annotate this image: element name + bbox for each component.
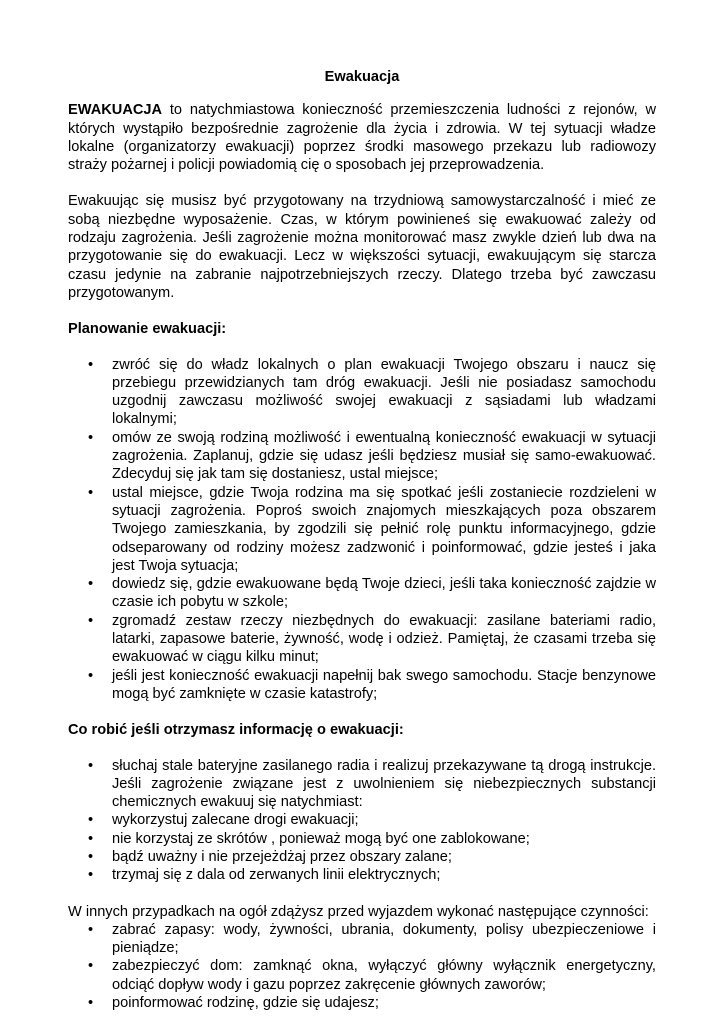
- intro-lead-term: EWAKUACJA: [68, 102, 163, 119]
- other-cases-paragraph: W innych przypadkach na ogół zdążysz przed wyjazdem wykonać następujące czynności:: [68, 903, 649, 920]
- planning-list: [68, 356, 656, 704]
- list-item: • zwróć się do władz lokalnych o plan ewakuacji Twojego obszaru i naucz się przebiegu przewidzianych tam dróg ewakuacji. Jeśli nie posiadasz samochodu uzgodnij zawczasu możliwość swojej ewakuacji z sąsiadami lub władzami lokalnymi;: [68, 356, 656, 429]
- list-item: • nie korzystaj ze skrótów , ponieważ mogą być one zablokowane;: [68, 830, 656, 848]
- list-item: • trzymaj się z dala od zerwanych linii elektrycznych;: [68, 866, 656, 884]
- list-item: • zabrać zapasy: wody, żywności, ubrania, dokumenty, polisy ubezpieczeniowe i pieniądze;: [68, 921, 656, 958]
- evacuation-info-list: [68, 757, 656, 885]
- list-item: • ustal miejsce, gdzie Twoja rodzina ma się spotkać jeśli zostaniecie rozdzieleni w sytuacji zagrożenia. Poproś swoich znajomych mieszkających poza obszarem Twojego zamieszkania, by zgodzili się pełnić rolę punktu informacyjnego, gdzie odseparowany od rodziny możesz zadzwonić i poinformować, gdzie jesteś i jaka jest Twoja sytuacja;: [68, 484, 656, 575]
- other-cases-list: [68, 921, 656, 1012]
- list-item: • zabezpieczyć dom: zamknąć okna, wyłączyć główny wyłącznik energetyczny, odciąć dopływ wody i gazu poprzez zakręcenie głównych zaworów;: [68, 957, 656, 994]
- list-item: • bądź uważny i nie przejeżdżaj przez obszary zalane;: [68, 848, 656, 866]
- list-item: • słuchaj stale bateryjne zasilanego radia i realizuj przekazywane tą drogą instrukcje. Jeśli zagrożenie związane jest z uwolnieniem się niebezpiecznych substancji chemicznych ewakuuj się natychmiast:: [68, 757, 656, 812]
- list-item: • omów ze swoją rodziną możliwość i ewentualną konieczność ewakuacji w sytuacji zagrożenia. Zaplanuj, gdzie się udasz jeśli będziesz musiał się samo-ewakuować. Zdecyduj się jak tam się dostaniesz, ustal miejsce;: [68, 429, 656, 484]
- intro-paragraph: [68, 101, 656, 174]
- page-title: Ewakuacja: [324, 69, 400, 85]
- intro-text: to natychmiastowa konieczność przemieszczenia ludności z rejonów, w których wystąpiło bezpośrednie zagrożenie dla życia i zdrowia. W tej sytuacji władze lokalne (organizatorzy ewakuacji) poprzez środki masowego przekazu lub radiowozy straży pożarnej i policji powiadomią cię o sposobach jej przeprowadzenia.: [68, 102, 656, 174]
- list-item: • jeśli jest konieczność ewakuacji napełnij bak swego samochodu. Stacje benzynowe mogą być zamknięte w czasie katastrofy;: [68, 667, 656, 704]
- section-heading-evacuation-info: Co robić jeśli otrzymasz informację o ewakuacji:: [68, 722, 404, 739]
- list-item: • wykorzystuj zalecane drogi ewakuacji;: [68, 811, 656, 829]
- section-heading-planning: Planowanie ewakuacji:: [68, 321, 227, 338]
- list-item: • zgromadź zestaw rzeczy niezbędnych do ewakuacji: zasilane bateriami radio, latarki, zapasowe baterie, żywność, wodę i odzież. Pamiętaj, że czasami trzeba się ewakuować w ciągu kilku minut;: [68, 612, 656, 667]
- list-item: • poinformować rodzinę, gdzie się udajesz;: [68, 994, 656, 1012]
- preparation-paragraph: Ewakuując się musisz być przygotowany na trzydniową samowystarczalność i mieć ze sobą niezbędne wyposażenie. Czas, w którym powinieneś się ewakuować zależy od rodzaju zagrożenia. Jeśli zagrożenie można monitorować masz zwykle dzień lub dwa na przygotowanie się do ewakuacji. Lecz w większości sytuacji, ewakuującym się starcza czasu jedynie na zabranie najpotrzebniejszych rzeczy. Dlatego trzeba być zawczasu przygotowanym.: [68, 193, 656, 301]
- list-item: • dowiedz się, gdzie ewakuowane będą Twoje dzieci, jeśli taka konieczność zajdzie w czasie ich pobytu w szkole;: [68, 575, 656, 612]
